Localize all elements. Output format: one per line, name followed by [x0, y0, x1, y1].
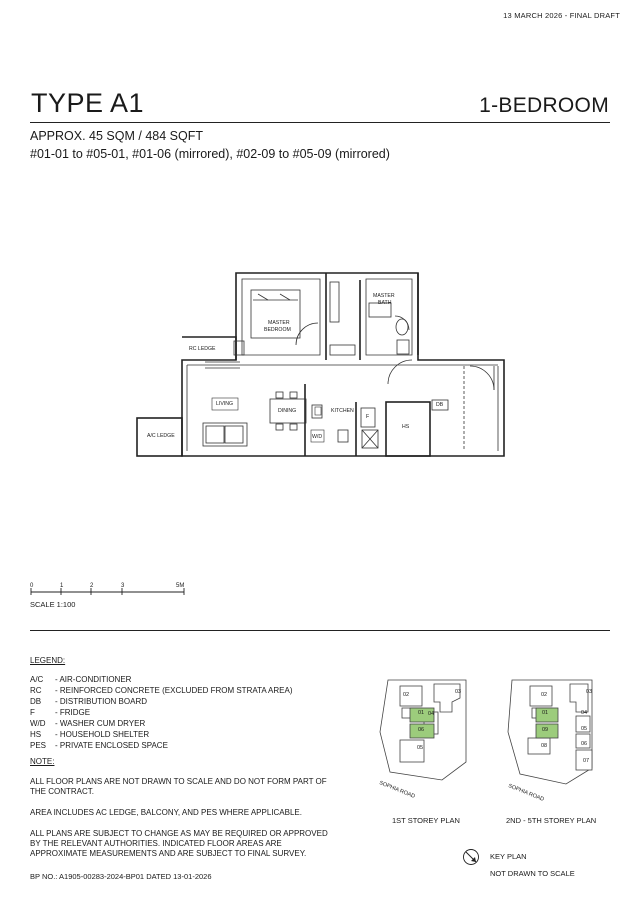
- scale-tick-2: 2: [90, 583, 94, 589]
- legend-desc: - AIR-CONDITIONER: [55, 675, 132, 684]
- not-to-scale-label: NOT DRAWN TO SCALE: [490, 869, 575, 878]
- unit-area: APPROX. 45 SQM / 484 SQFT: [30, 129, 203, 143]
- kp2-caption: 2ND - 5TH STOREY PLAN: [506, 816, 597, 825]
- note-3: ALL PLANS ARE SUBJECT TO CHANGE AS MAY BE REQUIRED OR APPROVED BY THE RELEVANT AUTHORITIES. INDICATED FLOOR AREAS ARE APPROXIMATE MEASUREMENTS AND ARE SUBJECT TO FINAL SURVEY.: [30, 829, 328, 858]
- bp-number: BP NO.: A1905-00283-2024-BP01 DATED 13-01-2026: [30, 872, 212, 881]
- kp2-unit: 05: [581, 726, 588, 732]
- kp1-caption: 1ST STOREY PLAN: [392, 816, 460, 825]
- legend-item: [30, 730, 149, 739]
- kp1-unit: 02: [403, 692, 410, 698]
- scale-tick-3: 3: [121, 583, 125, 589]
- kp1-unit: 01: [418, 710, 425, 716]
- legend-item: [30, 708, 90, 717]
- kp2-unit: 01: [542, 710, 549, 716]
- kp2-unit: 09: [542, 727, 549, 733]
- legend-desc: - DISTRIBUTION BOARD: [55, 697, 148, 706]
- legend-abbr: W/D: [30, 719, 46, 728]
- room-label-master-bath-2: BATH: [378, 300, 392, 306]
- kp1-unit: 06: [418, 727, 425, 733]
- room-label-fridge: F: [366, 414, 370, 420]
- kp2-unit: 06: [581, 741, 588, 747]
- room-label-living: LIVING: [216, 401, 234, 407]
- kp1-road-label: SOPHIA ROAD: [378, 780, 416, 800]
- legend-abbr: A/C: [30, 675, 44, 684]
- room-label-ac-ledge: A/C LEDGE: [147, 433, 175, 439]
- bedroom-type-title: 1-BEDROOM: [479, 94, 609, 117]
- room-label-master-bath-1: MASTER: [373, 293, 395, 299]
- legend-abbr: RC: [30, 686, 42, 695]
- kp2-unit: 07: [583, 758, 590, 764]
- room-label-db: DB: [436, 402, 444, 408]
- unit-type-title: TYPE A1: [31, 88, 145, 118]
- legend-desc: - REINFORCED CONCRETE (EXCLUDED FROM STRATA AREA): [55, 686, 293, 695]
- note-2: AREA INCLUDES AC LEDGE, BALCONY, AND PES WHERE APPLICABLE.: [30, 808, 302, 817]
- kp2-road-label: SOPHIA ROAD: [507, 783, 545, 803]
- room-label-hs: HS: [402, 424, 410, 430]
- legend-desc: - WASHER CUM DRYER: [55, 719, 146, 728]
- room-label-kitchen: KITCHEN: [331, 408, 354, 414]
- legend-item: [30, 697, 147, 706]
- room-label-rc-ledge: RC LEDGE: [189, 346, 216, 352]
- legend-item: [30, 741, 168, 750]
- legend-abbr: F: [30, 708, 35, 717]
- room-label-dining: DINING: [278, 408, 297, 414]
- kp2-unit: 04: [581, 710, 588, 716]
- scale-label: SCALE 1:100: [30, 600, 76, 609]
- legend-desc: - PRIVATE ENCLOSED SPACE: [55, 741, 168, 750]
- note-1: ALL FLOOR PLANS ARE NOT DRAWN TO SCALE AND DO NOT FORM PART OF THE CONTRACT.: [30, 777, 327, 796]
- scale-tick-0: 0: [30, 583, 34, 589]
- scale-tick-1: 1: [60, 583, 64, 589]
- kp2-unit: 03: [586, 689, 593, 695]
- room-label-master-bedroom-2: BEDROOM: [264, 327, 291, 333]
- kp1-unit: 04: [428, 711, 435, 717]
- legend-item: [30, 686, 293, 695]
- note-title: NOTE:: [30, 757, 55, 766]
- kp1-unit: 05: [417, 745, 424, 751]
- scale-bar: [30, 584, 190, 598]
- room-label-master-bedroom-1: MASTER: [268, 320, 290, 326]
- kp2-unit: 02: [541, 692, 548, 698]
- draft-note: 13 MARCH 2026 - FINAL DRAFT: [503, 11, 620, 20]
- legend-abbr: DB: [30, 697, 42, 706]
- key-plan-label: KEY PLAN: [490, 852, 527, 861]
- legend-title: LEGEND:: [30, 656, 66, 665]
- legend-item: [30, 675, 131, 684]
- legend-abbr: HS: [30, 730, 42, 739]
- outer-wall: [182, 273, 504, 456]
- unit-numbers: #01-01 to #05-01, #01-06 (mirrored), #02-09 to #05-09 (mirrored): [30, 147, 390, 161]
- north-arrow-icon: [462, 848, 480, 866]
- kp1-unit: 03: [455, 689, 462, 695]
- room-label-wd: W/D: [312, 434, 323, 440]
- legend-desc: - HOUSEHOLD SHELTER: [55, 730, 150, 739]
- legend-desc: - FRIDGE: [55, 708, 91, 717]
- legend-item: [30, 719, 145, 728]
- legend-abbr: PES: [30, 741, 47, 750]
- legend-divider: [30, 630, 610, 631]
- scale-tick-5m: 5M: [176, 583, 185, 589]
- kp2-unit: 08: [541, 743, 548, 749]
